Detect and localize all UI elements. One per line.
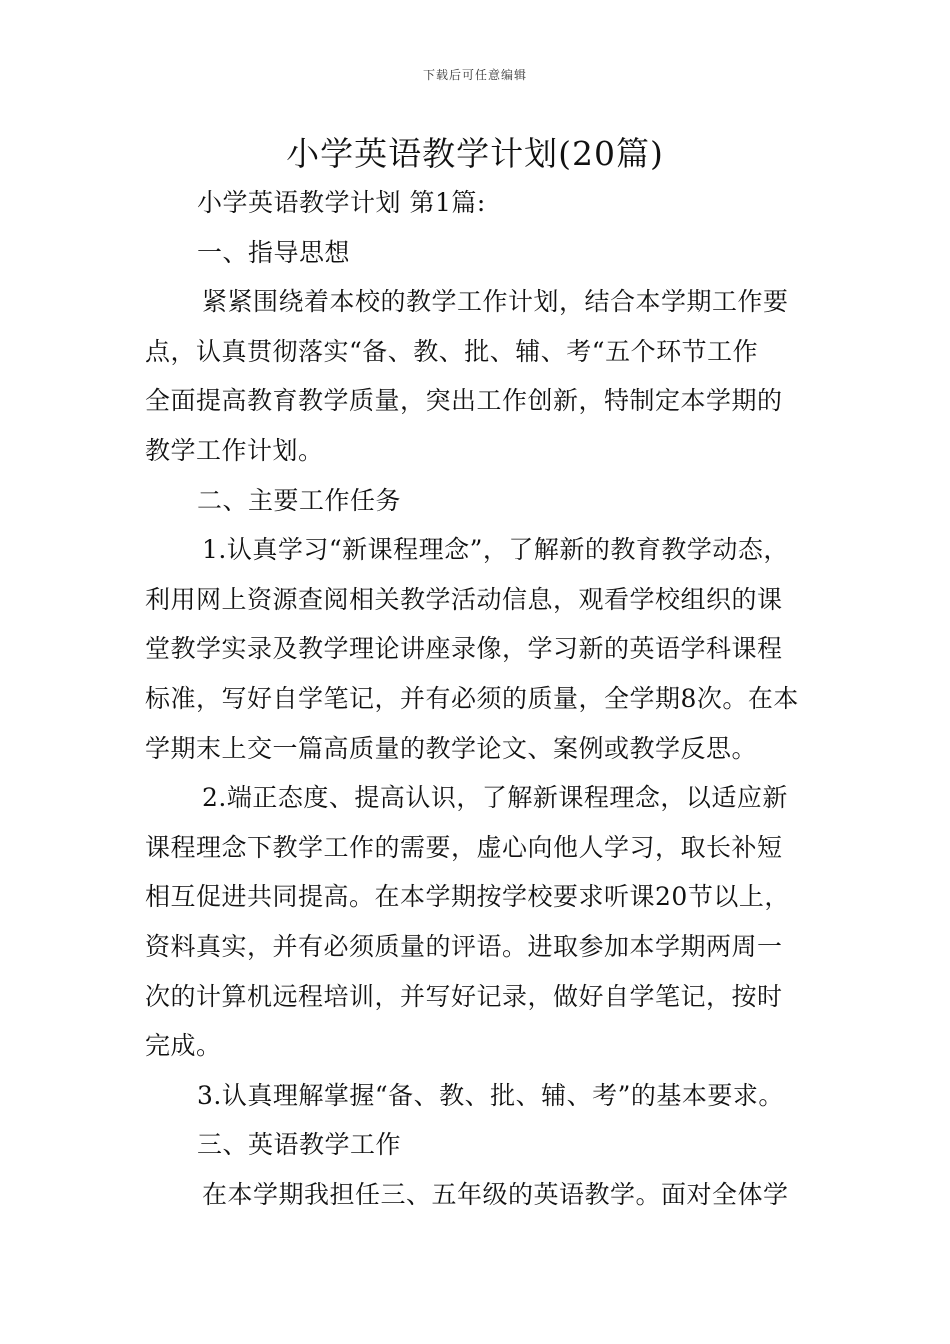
paragraph-line: 标准，写好自学笔记，并有必须的质量，全学期8次。在本 <box>145 683 799 713</box>
paragraph-line: 点，认真贯彻落实“备、教、批、辅、考“五个环节工作 <box>145 336 759 366</box>
paragraph-line: 2.端正态度、提高认识，了解新课程理念，以适应新 <box>202 783 788 813</box>
paragraph-line: 学期末上交一篇高质量的教学论文、案例或教学反思。 <box>145 733 758 763</box>
paragraph-line: 1.认真学习“新课程理念”，了解新的教育教学动态， <box>202 535 789 565</box>
paragraph-line: 堂教学实录及教学理论讲座录像，学习新的英语学科课程 <box>145 634 783 664</box>
paragraph-line: 全面提高教育教学质量，突出工作创新，特制定本学期的 <box>145 386 783 416</box>
paragraph-line: 次的计算机远程培训，并写好记录，做好自学笔记，按时 <box>145 981 783 1011</box>
section-heading: 三、英语教学工作 <box>197 1130 402 1160</box>
paragraph-line: 课程理念下教学工作的需要，虚心向他人学习，取长补短 <box>145 832 783 862</box>
paragraph-line: 利用网上资源查阅相关教学活动信息，观看学校组织的课 <box>145 584 783 614</box>
paragraph-line: 资料真实，并有必须质量的评语。进取参加本学期两周一 <box>145 931 783 961</box>
paragraph-line: 紧紧围绕着本校的教学工作计划，结合本学期工作要 <box>202 287 789 317</box>
document-title: 小学英语教学计划(20篇) <box>286 134 664 173</box>
paragraph-line: 3.认真理解掌握“备、教、批、辅、考”的基本要求。 <box>197 1080 784 1110</box>
header-note: 下载后可任意编辑 <box>422 68 527 82</box>
paragraph-line: 在本学期我担任三、五年级的英语教学。面对全体学 <box>202 1179 789 1209</box>
paragraph-line: 相互促进共同提高。在本学期按学校要求听课20节以上， <box>145 882 790 912</box>
document-body <box>145 178 815 1219</box>
paragraph-line: 教学工作计划。 <box>145 435 324 465</box>
paragraph-line: 完成。 <box>145 1031 222 1061</box>
section-heading: 二、主要工作任务 <box>197 485 402 515</box>
section-heading: 小学英语教学计划 第1篇: <box>197 188 486 217</box>
section-heading: 一、指导思想 <box>197 237 351 267</box>
